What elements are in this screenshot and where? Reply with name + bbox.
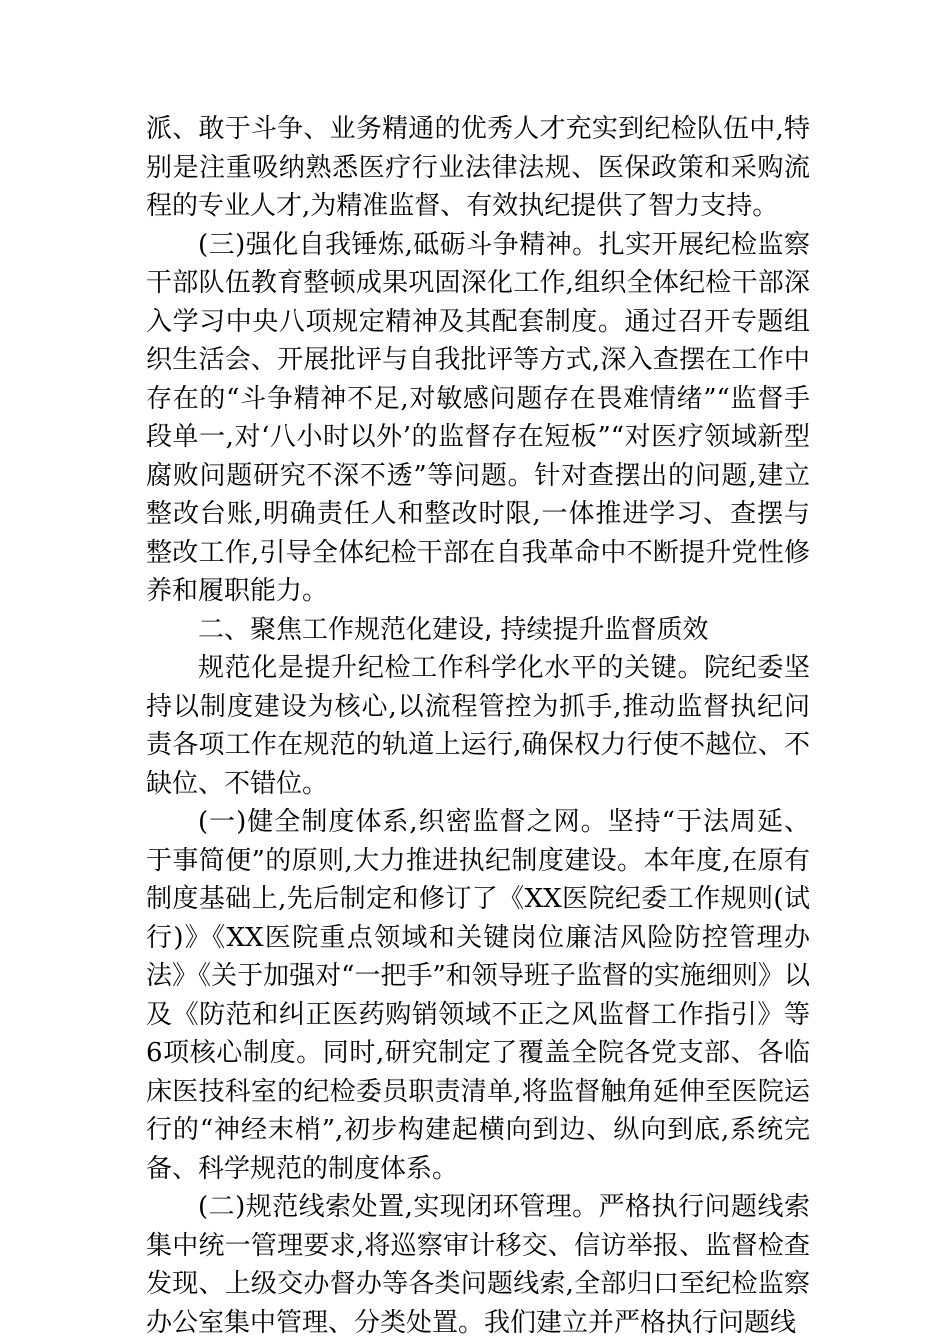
paragraph-institution-system: (一)健全制度体系,织密监督之网。坚持“于法周延、于事简便”的原则,大力推进执纪制度建设。本年度,在原有制度基础上,先后制定和修订了《XX医院纪委工作规则(试行)》《XX医院重点领域和关键岗位廉洁风险防控管理办法》《关于加强对“一把手”和领导班子监督的实施细则》以及《防范和纠正医药购销领域不正之风监督工作指引》等6项核心制度。同时,研究制定了覆盖全院各党支部、各临床医技科室的纪检委员职责清单,将监督触角延伸至医院运行的“神经末梢”,初步构建起横向到边、纵向到底,系统完备、科学规范的制度体系。: [146, 807, 810, 1184]
paragraph-self-discipline: (三)强化自我锤炼,砥砺斗争精神。扎实开展纪检监察干部队伍教育整顿成果巩固深化工作,组织全体纪检干部深入学习中央八项规定精神及其配套制度。通过召开专题组织生活会、开展批评与自我批评等方式,深入查摆在工作中存在的“斗争精神不足,对敏感问题存在畏难情绪”“监督手段单一,对‘八小时以外’的监督存在短板”“对医疗领域新型腐败问题研究不深不透”等问题。针对查摆出的问题,建立整改台账,明确责任人和整改时限,一体推进学习、查摆与整改工作,引导全体纪检干部在自我革命中不断提升党性修养和履职能力。: [146, 229, 810, 606]
paragraph-continuation: 派、敢于斗争、业务精通的优秀人才充实到纪检队伍中,特别是注重吸纳熟悉医疗行业法律法规、医保政策和采购流程的专业人才,为精准监督、有效执纪提供了智力支持。: [146, 114, 810, 221]
paragraph-clue-handling: (二)规范线索处置,实现闭环管理。严格执行问题线索集中统一管理要求,将巡察审计移交、信访举报、监督检查发现、上级交办督办等各类问题线索,全部归口至纪检监察办公室集中管理、分类处置。我们建立并严格执行问题线: [146, 1192, 810, 1338]
document-body: [146, 110, 810, 1342]
section-heading-standardization: 二、聚焦工作规范化建设, 持续提升监督质效: [198, 614, 709, 645]
paragraph-standardization-intro: 规范化是提升纪检工作科学化水平的关键。院纪委坚持以制度建设为核心,以流程管控为抓手,推动监督执纪问责各项工作在规范的轨道上运行,确保权力行使不越位、不缺位、不错位。: [146, 653, 810, 799]
